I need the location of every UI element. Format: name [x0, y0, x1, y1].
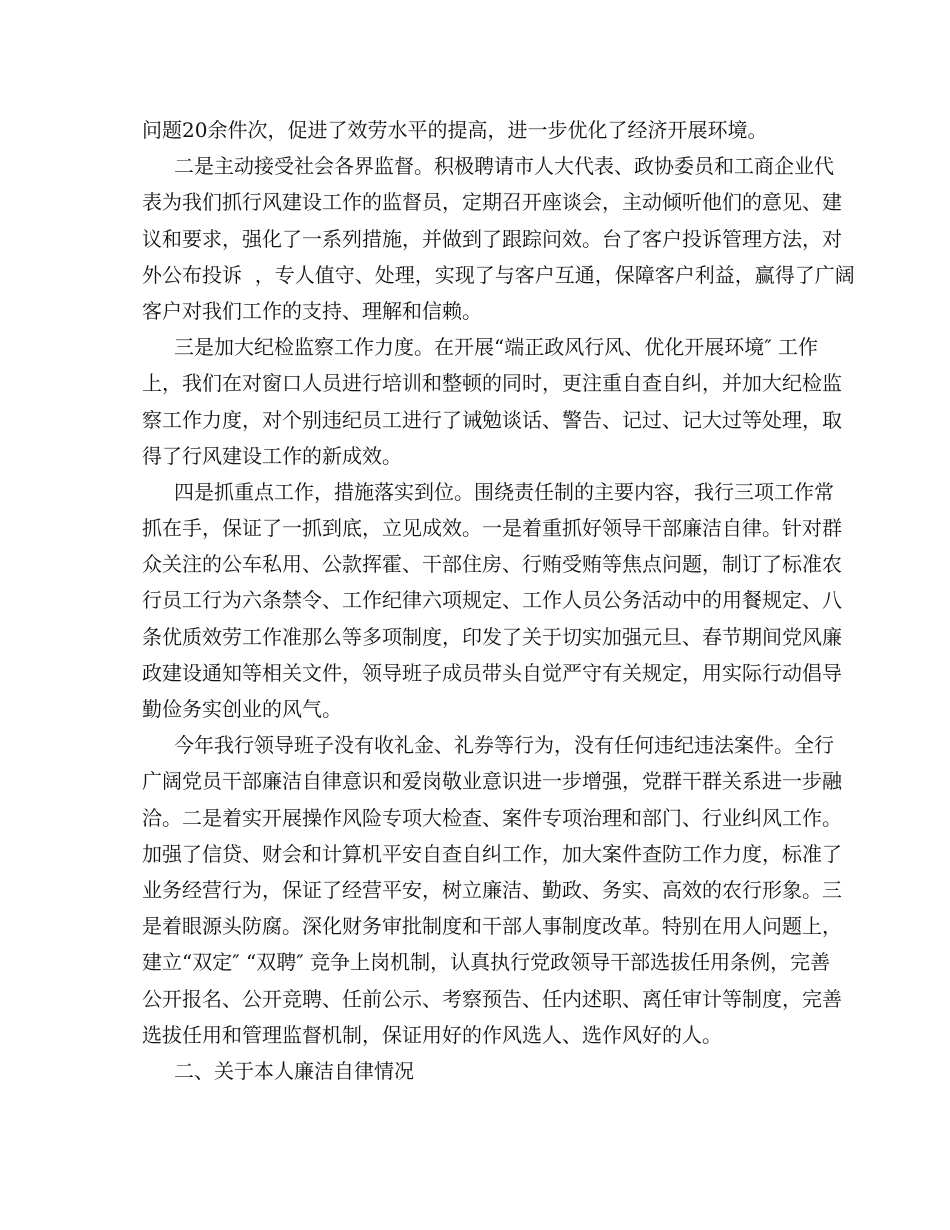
- text-line: 是着眼源头防腐。深化财务审批制度和干部人事制度改革。特别在用人问题上，: [142, 914, 842, 939]
- text-line: 众关注的公车私用、公款挥霍、干部住房、行贿受贿等焦点问题，制订了标准农: [142, 552, 842, 577]
- text-line: 抓在手，保证了一抓到底，立见成效。一是着重抓好领导干部廉洁自律。针对群: [142, 516, 842, 541]
- text-line: 条优质效劳工作准那么等多项制度，印发了关于切实加强元旦、春节期间党风廉: [142, 624, 842, 649]
- text-line: 政建设通知等相关文件，领导班子成员带头自觉严守有关规定，用实际行动倡导: [142, 660, 842, 685]
- text-line: 客户对我们工作的支持、理解和信赖。: [142, 298, 482, 323]
- text-line: 三是加大纪检监察工作力度。在开展“端正政风行风、优化开展环境″ 工作: [174, 335, 819, 360]
- text-line: 得了行风建设工作的新成效。: [142, 443, 402, 468]
- text-line: 建立“双定″ “双聘″ 竞争上岗机制，认真执行党政领导干部选拔任用条例，完善: [142, 950, 831, 975]
- text-line: 今年我行领导班子没有收礼金、礼券等行为，没有任何违纪违法案件。全行: [174, 733, 834, 758]
- text-line: 外公布投诉 ，专人值守、处理，实现了与客户互通，保障客户利益，赢得了广阔: [142, 262, 855, 287]
- text-line: 表为我们抓行风建设工作的监督员，定期召开座谈会，主动倾听他们的意见、建: [142, 190, 842, 215]
- text-line: 加强了信贷、财会和计算机平安自查自纠工作，加大案件查防工作力度，标准了: [142, 841, 842, 866]
- text-line: 上，我们在对窗口人员进行培训和整顿的同时，更注重自查自纠，并加大纪检监: [142, 371, 842, 396]
- text-line: 二是主动接受社会各界监督。积极聘请市人大代表、政协委员和工商企业代: [174, 154, 834, 179]
- text-line: 业务经营行为，保证了经营平安，树立廉洁、勤政、务实、高效的农行形象。三: [142, 877, 842, 902]
- text-line: 广阔党员干部廉洁自律意识和爱岗敬业意识进一步增强，党群干群关系进一步融: [142, 769, 842, 794]
- section-heading: 二、关于本人廉洁自律情况: [174, 1058, 414, 1083]
- text-line: 行员工行为六条禁令、工作纪律六项规定、工作人员公务活动中的用餐规定、八: [142, 588, 842, 613]
- text-line: 洽。二是着实开展操作风险专项大检查、案件专项治理和部门、行业纠风工作。: [142, 805, 842, 830]
- text-line: 察工作力度，对个别违纪员工进行了诫勉谈话、警告、记过、记大过等处理，取: [142, 407, 842, 432]
- text-line: 公开报名、公开竞聘、任前公示、考察预告、任内述职、离任审计等制度，完善: [142, 986, 842, 1011]
- document-page: [142, 112, 855, 1089]
- text-line: 四是抓重点工作，措施落实到位。围绕责任制的主要内容，我行三项工作常: [174, 479, 834, 504]
- text-line: 选拔任用和管理监督机制，保证用好的作风选人、选作风好的人。: [142, 1022, 722, 1047]
- text-line: 问题20余件次，促进了效劳水平的提高，进一步优化了经济开展环境。: [142, 118, 768, 142]
- text-line: 勤俭务实创业的风气。: [142, 697, 342, 721]
- text-line: 议和要求，强化了一系列措施，并做到了跟踪问效。台了客户投诉管理方法，对: [142, 226, 842, 251]
